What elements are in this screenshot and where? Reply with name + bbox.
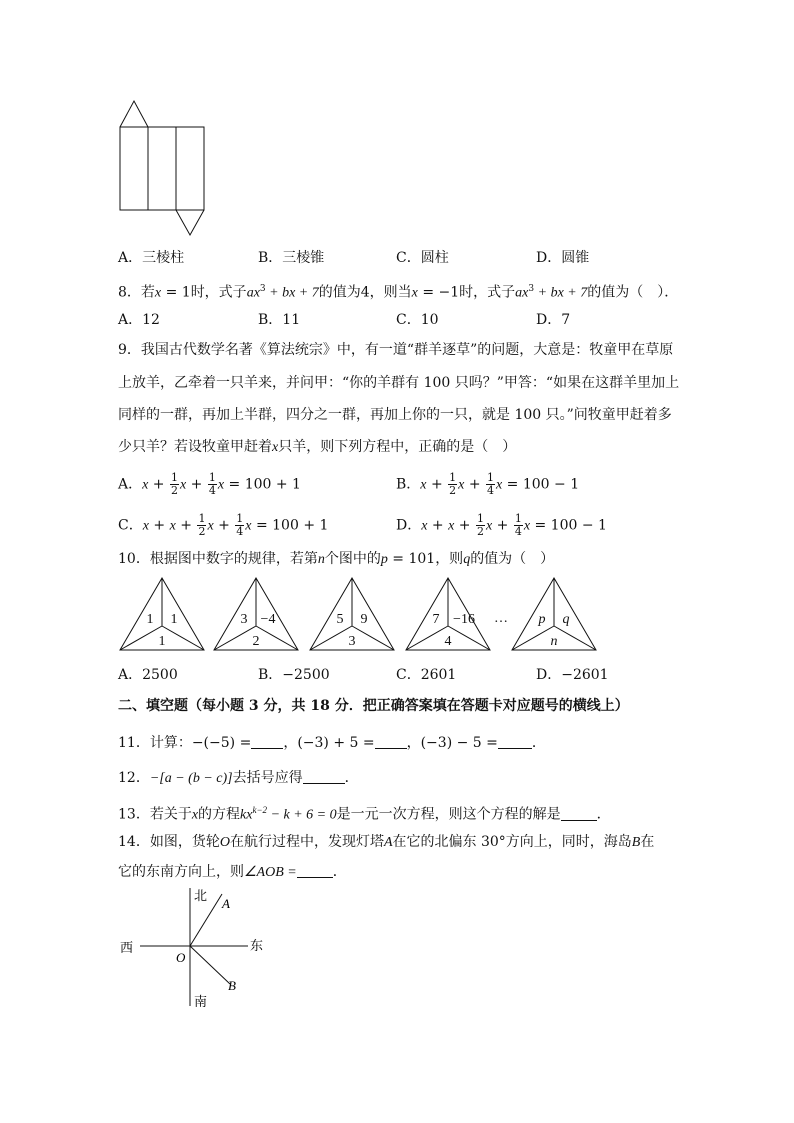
q8-option-b: B．11: [258, 312, 301, 328]
sequence-ellipsis: …: [494, 611, 508, 626]
q13-question: 13．若关于x的方程$kx^{k-2} - k + 6 = 0$是一元一次方程，则这个方程的解是 ．: [118, 805, 611, 823]
q12-question: 12．−[a − (b − c)]去括号应得 ．: [118, 770, 359, 786]
q10-option-c: C．2601: [396, 667, 457, 683]
q7-option-a: A．三棱柱: [118, 250, 185, 266]
q8-option-a: A．12: [118, 312, 160, 328]
triangle-sequence-figure: [118, 576, 638, 656]
section-2-title: 二、填空题（每小题 3 分，共 18 分．把正确答案填在答题卡对应题号的横线上）: [118, 698, 629, 714]
q9-option-b: B．x + $\frac{1}{2}$ x + $\frac{1}{4}$ x = 100 − 1: [396, 471, 580, 497]
south-label: 南: [194, 994, 208, 1009]
q14-blank[interactable]: [297, 863, 333, 878]
east-label: 东: [250, 938, 264, 953]
q7-option-d: D．圆锥: [536, 250, 590, 266]
q13-blank[interactable]: [561, 806, 597, 821]
triangle-right-value: −4: [260, 612, 276, 627]
point-a-label: A: [222, 896, 230, 911]
q8-question: 8．若x = 1时，式子$ax^3$ + bx + 7的值为4，则当x = −1时，式子$ax^3$ + bx + 7的值为（ ）．: [118, 284, 679, 301]
triangle-inner-line: [120, 626, 162, 650]
q7-option-c: C．圆柱: [396, 250, 449, 266]
triangle-inner-line: [512, 626, 554, 650]
triangle-right-value: q: [562, 612, 570, 627]
q9-line-4: 少只羊？若设牧童甲赶着x只羊，则下列方程中，正确的是（ ）: [118, 439, 517, 455]
q10-option-d: D．−2601: [536, 667, 609, 683]
q9-line-2: 上放羊，乙牵着一只羊来，并问甲：“你的羊群有 100 只吗？”甲答：“如果在这群羊里加上: [118, 375, 680, 391]
compass-figure: [112, 884, 282, 1014]
q10-question: 10．根据图中数字的规律，若第n个图中的p = 101，则q的值为（ ）: [118, 551, 555, 567]
triangle-inner-line: [448, 626, 490, 650]
north-label: 北: [194, 888, 208, 903]
q9-option-d: D．x + x + $\frac{1}{2}$ x + $\frac{1}{4}$ x = 100 − 1: [396, 512, 607, 538]
q11-blank-3[interactable]: [498, 734, 532, 749]
triangle-inner-line: [406, 626, 448, 650]
q11-question: 11．计算：−(−5) = ，(−3) + 5 = ，(−3) − 5 = ．: [118, 735, 546, 751]
q8-option-d: D．7: [536, 312, 571, 328]
q7-option-b: B．三棱锥: [258, 250, 325, 266]
triangle-left-value: p: [538, 612, 546, 627]
prism-net-figure: [110, 95, 220, 240]
q11-blank-1[interactable]: [251, 734, 283, 749]
triangle-left-value: 1: [146, 612, 154, 627]
q10-option-b: B．−2500: [258, 667, 330, 683]
q8-option-c: C．10: [396, 312, 439, 328]
triangle-right-value: −16: [453, 612, 475, 627]
triangle-left-value: 7: [432, 612, 440, 627]
triangle-right-value: 1: [170, 612, 178, 627]
triangle-inner-line: [214, 626, 256, 650]
q14-line-2: 它的东南方向上，则∠AOB = ．: [118, 864, 347, 880]
q9-line-1: 9．我国古代数学名著《算法统宗》中，有一道“群羊逐草”的问题，大意是：牧童甲在草原: [118, 342, 674, 358]
triangle-bottom-value: 1: [158, 634, 166, 649]
point-o-label: O: [176, 950, 186, 965]
q12-blank[interactable]: [303, 769, 345, 784]
q10-option-a: A．2500: [118, 667, 178, 683]
triangle-inner-line: [256, 626, 298, 650]
west-label: 西: [120, 940, 134, 955]
triangle-left-value: 5: [336, 612, 344, 627]
q14-line-1: 14．如图，货轮O在航行过程中，发现灯塔A在它的北偏东 30°方向上，同时，海岛B在: [118, 834, 655, 850]
triangle-bottom-value: 3: [348, 634, 356, 649]
point-b-label: B: [228, 978, 236, 993]
q9-option-a: A．x + $\frac{1}{2}$ x + $\frac{1}{4}$ x = 100 + 1: [118, 471, 301, 497]
q11-blank-2[interactable]: [375, 734, 407, 749]
triangle-right-value: 9: [360, 612, 368, 627]
q9-line-3: 同样的一群，再加上半群，四分之一群，再加上你的一只，就是 100 只。”问牧童甲赶着多: [118, 407, 672, 423]
triangle-bottom-value: 4: [444, 634, 452, 649]
q9-option-c: C．x + x + $\frac{1}{2}$ x + $\frac{1}{4}$ x = 100 + 1: [118, 512, 329, 538]
triangle-inner-line: [554, 626, 596, 650]
triangle-bottom-value: 2: [252, 634, 260, 649]
triangle-left-value: 3: [240, 612, 248, 627]
triangle-inner-line: [352, 626, 394, 650]
triangle-bottom-value: n: [550, 634, 558, 649]
triangle-inner-line: [162, 626, 204, 650]
triangle-inner-line: [310, 626, 352, 650]
